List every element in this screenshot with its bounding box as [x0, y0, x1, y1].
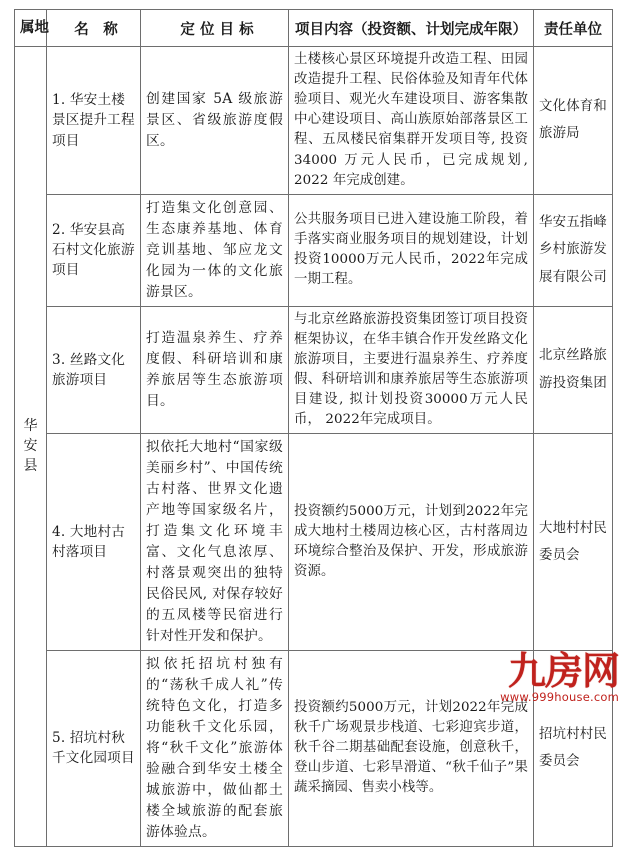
project-target-cell: 拟依托招坑村独有的“荡秋千成人礼”传统特色文化，打造多功能秋千文化乐园，将“秋千文化”旅游体验融合到华安土楼全城旅游中，做仙都土楼全域旅游的配套旅游体验点。 [141, 650, 289, 846]
project-plan-table [14, 9, 613, 847]
project-name-cell: 1. 华安土楼景区提升工程项目 [47, 47, 141, 195]
project-name-cell: 5. 招坑村秋千文化园项目 [47, 650, 141, 846]
project-content-cell: 与北京丝路旅游投资集团签订项目投资框架协议，在华丰镇合作开发丝路文化旅游项目，主要进行温泉养生、疗养度假、科研培训和康养旅居等生态旅游项目建设, 拟计划投资30000万元人民币， 2022年完成项目。 [289, 306, 534, 434]
table-row [15, 306, 613, 434]
project-content-cell: 投资额约5000万元，计划2022年完成秋千广场观景步栈道、七彩迎宾步道，秋千谷二期基础配套设施，创意秋千，登山步道、七彩旱滑道、“秋千仙子”果蔬采摘园、售卖小栈等。 [289, 650, 534, 846]
table-row [15, 434, 613, 651]
responsible-unit-cell: 大地村村民委员会 [534, 434, 613, 651]
responsible-unit-cell: 招坑村村民委员会 [534, 650, 613, 846]
project-content-cell: 土楼核心景区环境提升改造工程、田园改造提升工程、民俗体验及知青年代体验项目、观光火车建设项目、游客集散中心建设项目、高山族原始部落景区工程、五凤楼民宿集群开发项目等, 投资 34000 万元人民币，已完成规划, 2022 年完成创建。 [289, 47, 534, 195]
project-target-cell: 拟依托大地村“国家级美丽乡村”、中国传统古村落、世界文化遗产地等国家级名片，打造集文化环境丰富、文化气息浓厚、村落景观突出的独特民俗民风, 对保存较好的五凤楼等民宿进行针对性开发和保护。 [141, 434, 289, 651]
project-content-cell: 投资额约5000万元，计划到2022年完成大地村土楼周边核心区，古村落周边环境综合整治及保护、开发，形成旅游资源。 [289, 434, 534, 651]
watermark [469, 648, 619, 704]
column-header-unit: 责任单位 [534, 10, 613, 47]
table-row [15, 47, 613, 195]
column-header-target: 定 位 目 标 [141, 10, 289, 47]
project-name-cell: 3. 丝路文化旅游项目 [47, 306, 141, 434]
project-name-cell: 2. 华安县高石村文化旅游项目 [47, 194, 141, 306]
watermark-url: www.999house.com [500, 690, 619, 704]
responsible-unit-cell: 华安五指峰乡村旅游发展有限公司 [534, 194, 613, 306]
watermark-brand: 九房网 [507, 648, 619, 693]
table-row [15, 194, 613, 306]
project-target-cell: 创建国家 5A 级旅游景区、省级旅游度假区。 [141, 47, 289, 195]
column-header-content: 项目内容（投资额、计划完成年限） [289, 10, 534, 47]
responsible-unit-cell: 北京丝路旅游投资集团 [534, 306, 613, 434]
responsible-unit-cell: 文化体育和旅游局 [534, 47, 613, 195]
project-name-cell: 4. 大地村古村落项目 [47, 434, 141, 651]
project-target-cell: 打造温泉养生、疗养度假、科研培训和康养旅居等生态旅游项目。 [141, 306, 289, 434]
locale-group-cell [15, 47, 47, 847]
project-content-cell: 公共服务项目已进入建设施工阶段，着手落实商业服务项目的规划建设，计划投资10000万元人民币，2022年完成一期工程。 [289, 194, 534, 306]
locale-group-label: 华安县 [23, 417, 38, 475]
column-header-name: 名 称 [47, 10, 141, 47]
column-header-locale: 属地 [15, 10, 47, 47]
project-target-cell: 打造集文化创意园、生态康养基地、体育竞训基地、邹应龙文化园为一体的文化旅游景区。 [141, 194, 289, 306]
table-header-row [15, 10, 613, 47]
